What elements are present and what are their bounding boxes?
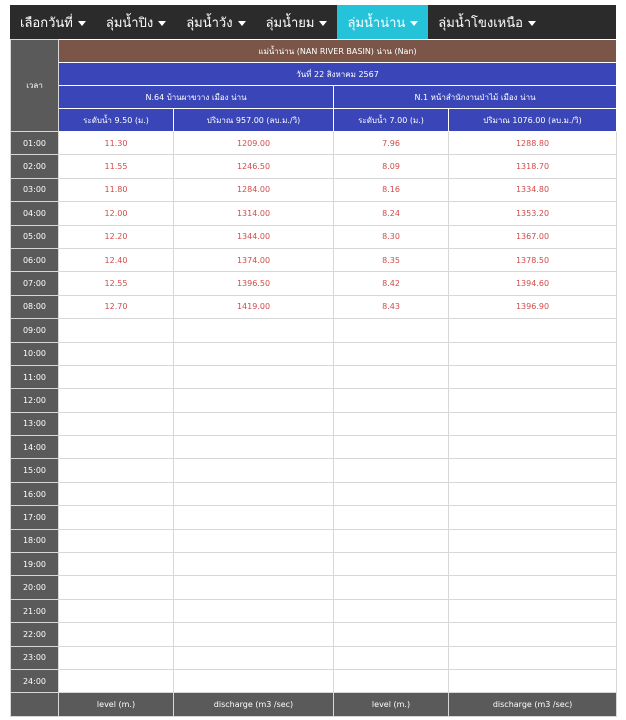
n64-discharge-cell: 1344.00 bbox=[174, 225, 334, 248]
n1-discharge-cell bbox=[449, 506, 617, 529]
n64-discharge-cell bbox=[174, 389, 334, 412]
n1-discharge-cell: 1396.90 bbox=[449, 295, 617, 318]
station-n1-header: N.1 หน้าสำนักงานป่าไม้ เมือง น่าน bbox=[334, 86, 617, 109]
table-row bbox=[11, 295, 617, 318]
time-cell: 07:00 bbox=[11, 272, 59, 295]
table-row bbox=[11, 459, 617, 482]
n64-level-header: ระดับน้ำ 9.50 (ม.) bbox=[59, 109, 174, 132]
n1-level-cell bbox=[334, 412, 449, 435]
table-row bbox=[11, 412, 617, 435]
table-row bbox=[11, 576, 617, 599]
nav-label: ลุ่มน้ำโขงเหนือ bbox=[438, 15, 523, 31]
n64-level-cell bbox=[59, 482, 174, 505]
time-cell: 05:00 bbox=[11, 225, 59, 248]
table-row bbox=[11, 389, 617, 412]
footer-n1-discharge: discharge (m3 /sec) bbox=[449, 693, 617, 717]
n64-level-cell bbox=[59, 459, 174, 482]
time-cell: 08:00 bbox=[11, 295, 59, 318]
n64-level-cell bbox=[59, 342, 174, 365]
n64-level-cell bbox=[59, 623, 174, 646]
n64-level-cell bbox=[59, 576, 174, 599]
n64-level-cell bbox=[59, 365, 174, 388]
caret-down-icon bbox=[410, 21, 418, 26]
table-row bbox=[11, 623, 617, 646]
time-column-header: เวลา bbox=[11, 40, 59, 132]
table-row bbox=[11, 272, 617, 295]
time-cell: 14:00 bbox=[11, 436, 59, 459]
n64-discharge-cell bbox=[174, 482, 334, 505]
n1-discharge-cell bbox=[449, 412, 617, 435]
n64-level-cell bbox=[59, 389, 174, 412]
time-cell: 16:00 bbox=[11, 482, 59, 505]
n1-level-cell bbox=[334, 365, 449, 388]
n1-level-cell bbox=[334, 553, 449, 576]
n1-level-cell: 7.96 bbox=[334, 132, 449, 155]
table-row bbox=[11, 506, 617, 529]
table-row bbox=[11, 248, 617, 271]
table-row bbox=[11, 132, 617, 155]
nav-nan-basin[interactable] bbox=[337, 5, 428, 39]
n64-level-cell bbox=[59, 529, 174, 552]
n1-discharge-cell bbox=[449, 623, 617, 646]
n1-level-cell bbox=[334, 436, 449, 459]
n64-discharge-cell: 1209.00 bbox=[174, 132, 334, 155]
n1-level-cell: 8.35 bbox=[334, 248, 449, 271]
table-row bbox=[11, 646, 617, 669]
footer-n64-discharge: discharge (m3 /sec) bbox=[174, 693, 334, 717]
n1-discharge-cell: 1288.80 bbox=[449, 132, 617, 155]
n1-level-cell bbox=[334, 529, 449, 552]
time-cell: 10:00 bbox=[11, 342, 59, 365]
n64-discharge-cell bbox=[174, 342, 334, 365]
nav-label: เลือกวันที่ bbox=[20, 15, 73, 31]
n1-level-cell bbox=[334, 389, 449, 412]
nav-label: ลุ่มน้ำปิง bbox=[105, 15, 154, 31]
n1-discharge-cell bbox=[449, 553, 617, 576]
time-cell: 13:00 bbox=[11, 412, 59, 435]
footer-n64-level: level (m.) bbox=[59, 693, 174, 717]
n1-discharge-cell bbox=[449, 482, 617, 505]
basin-title: แม่น้ำน่าน (NAN RIVER BASIN) น่าน (Nan) bbox=[59, 40, 617, 63]
n64-level-cell bbox=[59, 412, 174, 435]
n1-discharge-cell: 1378.50 bbox=[449, 248, 617, 271]
n64-level-cell: 11.80 bbox=[59, 178, 174, 201]
n1-level-cell: 8.43 bbox=[334, 295, 449, 318]
n64-discharge-cell bbox=[174, 646, 334, 669]
n1-level-cell bbox=[334, 342, 449, 365]
table-row bbox=[11, 225, 617, 248]
n64-discharge-cell bbox=[174, 599, 334, 622]
n1-discharge-header: ปริมาณ 1076.00 (ลบ.ม./วิ) bbox=[449, 109, 617, 132]
n64-level-cell: 12.55 bbox=[59, 272, 174, 295]
n64-level-cell: 12.40 bbox=[59, 248, 174, 271]
n64-discharge-cell bbox=[174, 412, 334, 435]
n64-discharge-cell bbox=[174, 623, 334, 646]
nav-ping-basin[interactable] bbox=[96, 5, 176, 39]
n64-level-cell bbox=[59, 319, 174, 342]
n64-discharge-cell bbox=[174, 576, 334, 599]
n1-discharge-cell bbox=[449, 365, 617, 388]
n64-level-cell bbox=[59, 436, 174, 459]
n1-discharge-cell bbox=[449, 436, 617, 459]
n64-discharge-cell: 1246.50 bbox=[174, 155, 334, 178]
time-cell: 23:00 bbox=[11, 646, 59, 669]
n64-discharge-cell bbox=[174, 506, 334, 529]
caret-down-icon bbox=[528, 21, 536, 26]
nav-north-mekong-basin[interactable] bbox=[428, 5, 546, 39]
n64-level-cell: 12.20 bbox=[59, 225, 174, 248]
date-title: วันที่ 22 สิงหาคม 2567 bbox=[59, 63, 617, 86]
footer-blank bbox=[11, 693, 59, 717]
n1-discharge-cell: 1353.20 bbox=[449, 202, 617, 225]
n64-discharge-cell bbox=[174, 459, 334, 482]
table-row bbox=[11, 155, 617, 178]
time-cell: 24:00 bbox=[11, 669, 59, 692]
n64-discharge-cell: 1314.00 bbox=[174, 202, 334, 225]
n1-level-cell bbox=[334, 646, 449, 669]
n64-level-cell: 12.70 bbox=[59, 295, 174, 318]
caret-down-icon bbox=[238, 21, 246, 26]
table-row bbox=[11, 529, 617, 552]
time-cell: 22:00 bbox=[11, 623, 59, 646]
n1-discharge-cell bbox=[449, 529, 617, 552]
time-cell: 11:00 bbox=[11, 365, 59, 388]
table-row bbox=[11, 319, 617, 342]
top-navbar bbox=[10, 5, 616, 39]
caret-down-icon bbox=[158, 21, 166, 26]
time-cell: 15:00 bbox=[11, 459, 59, 482]
n64-level-cell bbox=[59, 553, 174, 576]
table-row bbox=[11, 365, 617, 388]
n64-level-cell bbox=[59, 506, 174, 529]
time-cell: 17:00 bbox=[11, 506, 59, 529]
n64-discharge-cell: 1396.50 bbox=[174, 272, 334, 295]
n64-discharge-cell: 1419.00 bbox=[174, 295, 334, 318]
caret-down-icon bbox=[319, 21, 327, 26]
time-cell: 03:00 bbox=[11, 178, 59, 201]
n1-level-cell bbox=[334, 506, 449, 529]
n1-discharge-cell bbox=[449, 599, 617, 622]
n64-discharge-cell bbox=[174, 669, 334, 692]
time-cell: 02:00 bbox=[11, 155, 59, 178]
n64-level-cell bbox=[59, 646, 174, 669]
n1-level-cell bbox=[334, 459, 449, 482]
table-row bbox=[11, 178, 617, 201]
nav-wang-basin[interactable] bbox=[176, 5, 255, 39]
time-cell: 04:00 bbox=[11, 202, 59, 225]
nav-label: ลุ่มน้ำยม bbox=[265, 15, 315, 31]
n1-discharge-cell bbox=[449, 646, 617, 669]
n1-level-cell bbox=[334, 576, 449, 599]
table-row bbox=[11, 436, 617, 459]
time-cell: 01:00 bbox=[11, 132, 59, 155]
n64-discharge-cell bbox=[174, 553, 334, 576]
n64-level-cell: 12.00 bbox=[59, 202, 174, 225]
n64-discharge-cell: 1374.00 bbox=[174, 248, 334, 271]
nav-label: ลุ่มน้ำวัง bbox=[186, 15, 233, 31]
n64-discharge-cell bbox=[174, 529, 334, 552]
time-cell: 12:00 bbox=[11, 389, 59, 412]
water-level-table bbox=[10, 39, 617, 717]
time-cell: 21:00 bbox=[11, 599, 59, 622]
table-row bbox=[11, 482, 617, 505]
n1-level-cell bbox=[334, 482, 449, 505]
n1-discharge-cell: 1394.60 bbox=[449, 272, 617, 295]
n1-discharge-cell bbox=[449, 459, 617, 482]
nav-yom-basin[interactable] bbox=[256, 5, 338, 39]
table-row bbox=[11, 553, 617, 576]
n64-discharge-cell bbox=[174, 436, 334, 459]
nav-select-date[interactable] bbox=[10, 5, 96, 39]
n64-discharge-cell bbox=[174, 365, 334, 388]
n1-discharge-cell bbox=[449, 576, 617, 599]
n1-level-cell bbox=[334, 319, 449, 342]
station-n64-header: N.64 บ้านผาขวาง เมือง น่าน bbox=[59, 86, 334, 109]
time-cell: 09:00 bbox=[11, 319, 59, 342]
n1-discharge-cell bbox=[449, 389, 617, 412]
n64-level-cell bbox=[59, 599, 174, 622]
table-row bbox=[11, 342, 617, 365]
n1-level-header: ระดับน้ำ 7.00 (ม.) bbox=[334, 109, 449, 132]
n64-discharge-cell bbox=[174, 319, 334, 342]
n1-level-cell: 8.42 bbox=[334, 272, 449, 295]
table-row bbox=[11, 599, 617, 622]
table-body bbox=[11, 132, 617, 693]
n1-level-cell: 8.09 bbox=[334, 155, 449, 178]
n64-level-cell: 11.30 bbox=[59, 132, 174, 155]
n1-level-cell bbox=[334, 669, 449, 692]
n1-discharge-cell: 1334.80 bbox=[449, 178, 617, 201]
n1-discharge-cell bbox=[449, 342, 617, 365]
n1-level-cell bbox=[334, 599, 449, 622]
n64-discharge-header: ปริมาณ 957.00 (ลบ.ม./วิ) bbox=[174, 109, 334, 132]
n1-discharge-cell: 1318.70 bbox=[449, 155, 617, 178]
n1-level-cell: 8.16 bbox=[334, 178, 449, 201]
n64-level-cell: 11.55 bbox=[59, 155, 174, 178]
n1-level-cell: 8.30 bbox=[334, 225, 449, 248]
table-row bbox=[11, 669, 617, 692]
time-cell: 18:00 bbox=[11, 529, 59, 552]
time-cell: 20:00 bbox=[11, 576, 59, 599]
n1-discharge-cell bbox=[449, 669, 617, 692]
nav-label: ลุ่มน้ำน่าน bbox=[347, 15, 406, 31]
time-cell: 06:00 bbox=[11, 248, 59, 271]
n64-level-cell bbox=[59, 669, 174, 692]
n64-discharge-cell: 1284.00 bbox=[174, 178, 334, 201]
n1-discharge-cell bbox=[449, 319, 617, 342]
time-cell: 19:00 bbox=[11, 553, 59, 576]
table-row bbox=[11, 202, 617, 225]
n1-level-cell: 8.24 bbox=[334, 202, 449, 225]
caret-down-icon bbox=[78, 21, 86, 26]
n1-discharge-cell: 1367.00 bbox=[449, 225, 617, 248]
n1-level-cell bbox=[334, 623, 449, 646]
footer-n1-level: level (m.) bbox=[334, 693, 449, 717]
